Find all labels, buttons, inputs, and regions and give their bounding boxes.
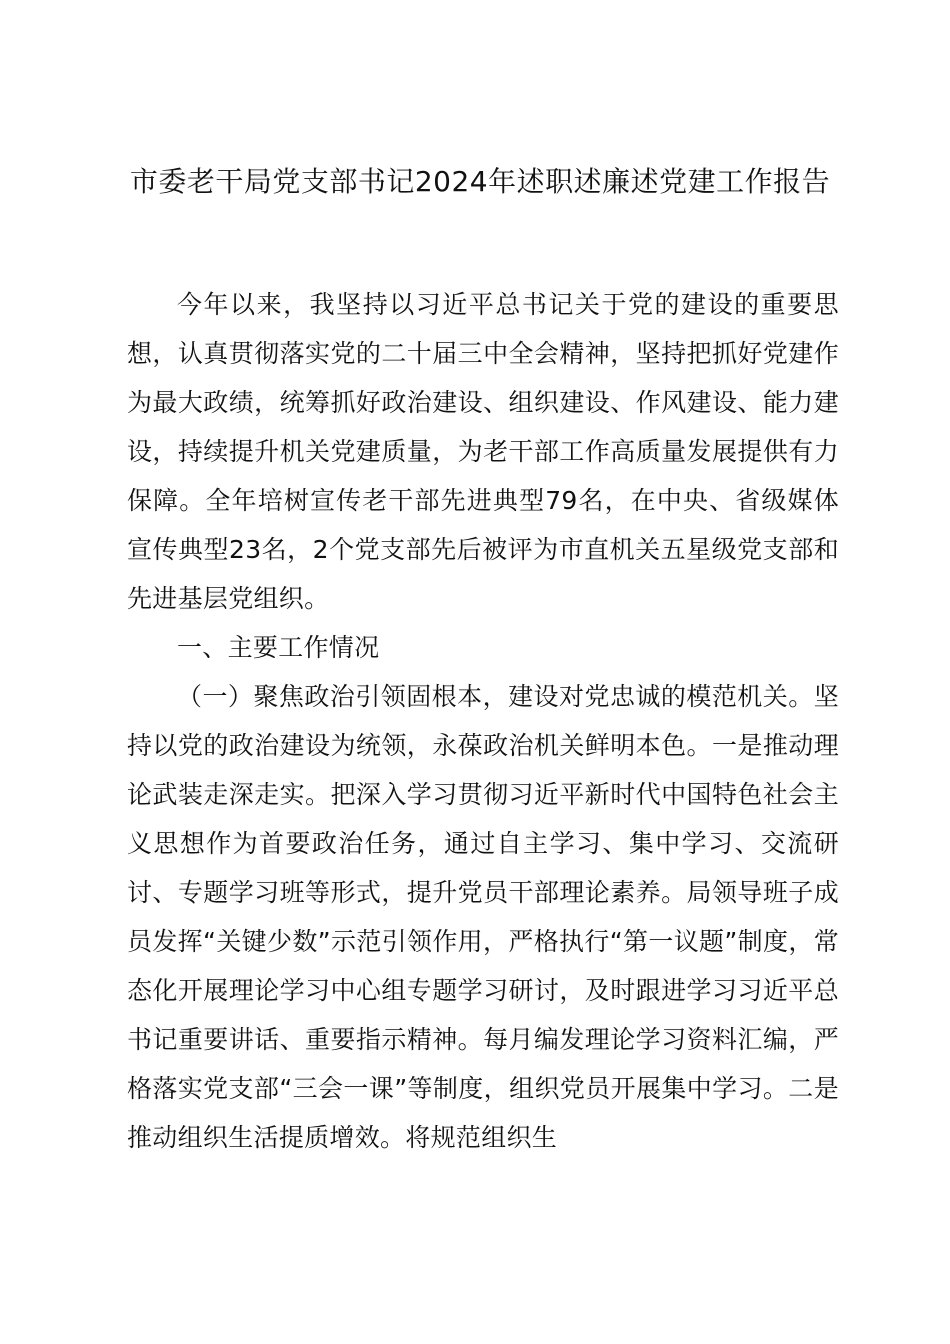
body-paragraph: （一）聚焦政治引领固根本，建设对党忠诚的模范机关。坚持以党的政治建设为统领，永葆政治机关鲜明本色。一是推动理论武装走深走实。把深入学习贯彻习近平新时代中国特色社会主义思想作为首要政治任务，通过自主学习、集中学习、交流研讨、专题学习班等形式，提升党员干部理论素养。局领导班子成员发挥“关键少数”示范引领作用，严格执行“第一议题”制度，常态化开展理论学习中心组专题学习研讨，及时跟进学习习近平总书记重要讲话、重要指示精神。每月编发理论学习资料汇编，严格落实党支部“三会一课”等制度，组织党员开展集中学习。二是推动组织生活提质增效。将规范组织生 [127,682,839,1152]
section-heading: 一、主要工作情况 [177,633,380,662]
document-body [127,280,839,1162]
intro-paragraph: 今年以来，我坚持以习近平总书记关于党的建设的重要思想，认真贯彻落实党的二十届三中全会精神，坚持把抓好党建作为最大政绩，统筹抓好政治建设、组织建设、作风建设、能力建设，持续提升机关党建质量，为老干部工作高质量发展提供有力保障。全年培树宣传老干部先进典型79名，在中央、省级媒体宣传典型23名，2个党支部先后被评为市直机关五星级党支部和先进基层党组织。 [127,290,839,613]
document-title: 市委老干局党支部书记2024年述职述廉述党建工作报告 [129,165,831,198]
